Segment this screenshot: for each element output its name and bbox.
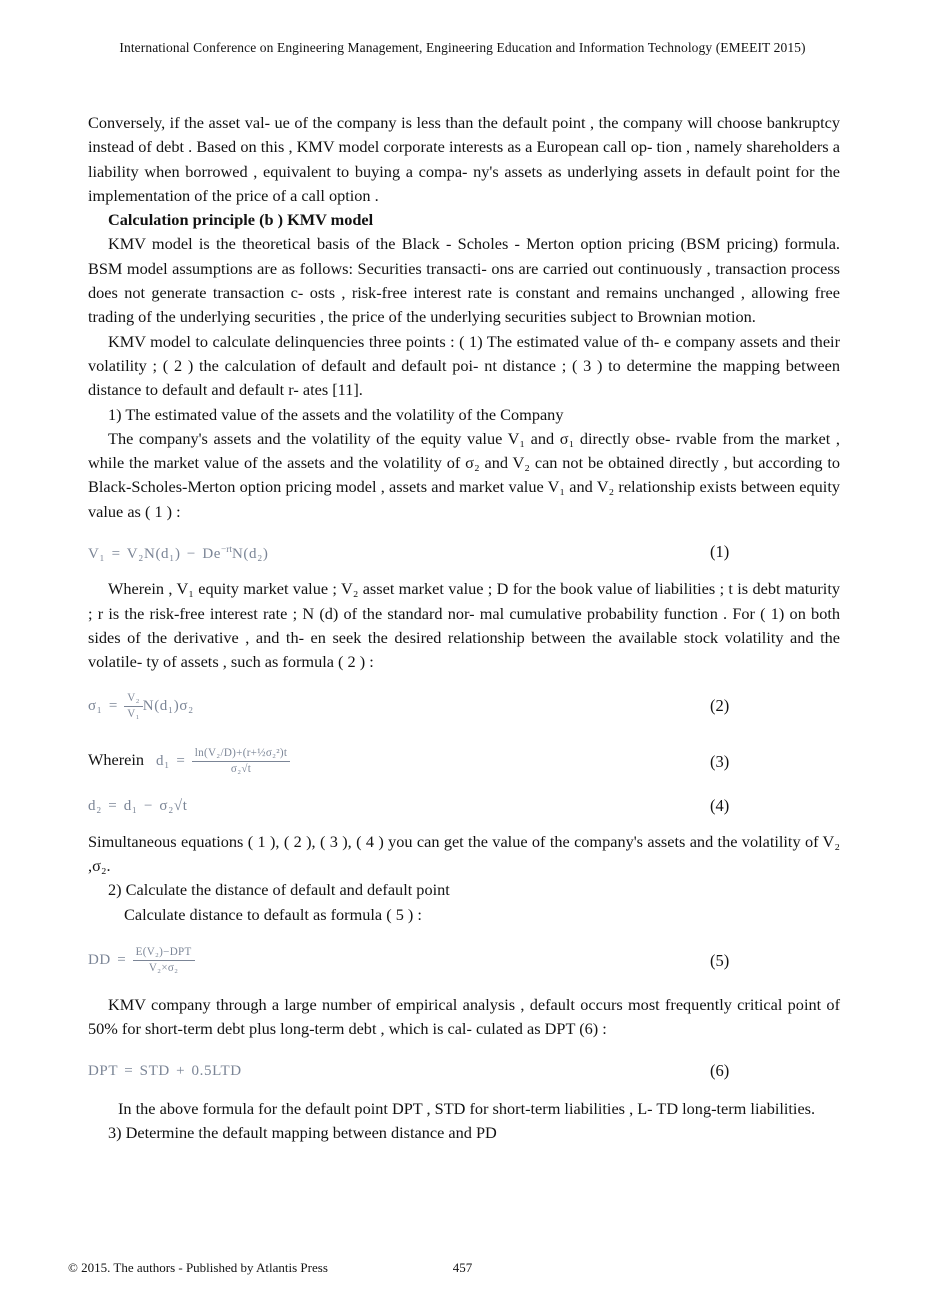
list-item-2-distance-default: 2) Calculate the distance of default and default point (108, 880, 450, 900)
equation-2-formula (88, 691, 194, 720)
equation-2-fraction (124, 692, 142, 722)
equation-2-post: N(d₁)σ₂ (142, 697, 194, 714)
paragraph-kmv-empirical: KMV company through a large number of empirical analysis , default occurs most frequently critical point of 50% for short-term debt plus long-term debt , which is cal- culated as DPT (6) : (88, 994, 840, 1038)
equation-4-number: (4) (710, 795, 730, 815)
equation-5 (88, 946, 840, 976)
equation-3-formula (156, 747, 290, 776)
equation-6 (88, 1058, 840, 1084)
equation-3-label: Wherein (88, 750, 145, 770)
line-calculate-distance: Calculate distance to default as formula ( 5 ) : (124, 904, 422, 924)
equation-5-pre: DD = (88, 952, 133, 969)
equation-5-fraction (133, 946, 195, 976)
equation-3-denominator: σ₂√t (230, 763, 252, 776)
equation-6-number: (6) (710, 1061, 730, 1081)
equation-5-number: (5) (710, 950, 730, 970)
paragraph-simultaneous-equations: Simultaneous equations ( 1 ), ( 2 ), ( 3 ), ( 4 ) you can get the value of the company's assets and the volatility of V₂ ,σ₂. (88, 831, 840, 876)
paragraph-wherein-definitions: Wherein , V₁ equity market value ; V₂ asset market value ; D for the book value of liabilities ; t is debt maturity ; r is the risk-free interest rate ; N (d) of the standard nor- mal cumulative probability function . For ( 1) on both sides of the derivative , and th- en seek the desired relationship between the available stock volatility and the volatile- ty of assets , such as formula ( 2 ) : (88, 579, 840, 672)
paragraph-default-point: Conversely, if the asset val- ue of the company is less than the default point , the company will choose bankruptcy instead of debt . Based on this , KMV model corporate interests as a European call op- tion , namely shareholders a liability when borrowed , equivalent to buying a compa- ny's assets as underlying assets in default point for the implementation of the price of a call option . (88, 113, 840, 205)
page-number: 457 (452, 1260, 473, 1275)
equation-2-number: (2) (710, 696, 730, 716)
equation-3-pre: d₁ = (156, 753, 192, 770)
equation-2-numerator: V₂ (124, 692, 142, 707)
equation-2-denominator: V₁ (127, 707, 140, 720)
equation-5-denominator: V₂×σ₂ (148, 962, 179, 975)
paragraph-bsm-assumptions: KMV model is the theoretical basis of the Black - Scholes - Merton option pricing (BSM pricing) formula. BSM model assumptions are as follows: Securities transacti- ons are carried out continuously , transaction process does not generate transaction c- osts , risk-free interest rate is constant and remains unchanged , allowing free trading of the underlying securities , the price of the underlying securities subject to Brownian motion. (88, 234, 840, 327)
equation-3 (88, 747, 840, 777)
paragraph-three-points: KMV model to calculate delinquencies three points : ( 1) The estimated value of th- e company assets and their volatility ; ( 2 ) the calculation of default and default poi- nt distance ; ( 3 ) to determine the mapping between distance to default and default r- ates [11]. (88, 331, 840, 400)
equation-1-post: N(d₂) (231, 546, 269, 563)
equation-4 (88, 793, 840, 819)
list-item-3-mapping-pd: 3) Determine the default mapping between distance and PD (108, 1123, 497, 1143)
equation-3-number: (3) (710, 751, 730, 771)
equation-1-exponent: −rt (221, 545, 232, 556)
equation-2-pre: σ₁ = (88, 697, 125, 714)
equation-1-number: (1) (710, 542, 730, 562)
paragraph-dpt-definitions: In the above formula for the default point DPT , STD for short-term liabilities , L- TD long-term liabilities. (118, 1099, 816, 1119)
footer-copyright: © 2015. The authors - Published by Atlantis Press (68, 1260, 328, 1275)
equation-3-numerator: ln(V₂/D)+(r+½σ₂²)t (192, 747, 291, 762)
equation-1-formula (88, 546, 269, 562)
paragraph-equity-volatility: The company's assets and the volatility of the equity value V₁ and σ₁ directly obse- rvable from the market , while the market value of the assets and the volatility of σ₂ and V₂ can not be obtained directly , but according to Black-Scholes-Merton option pricing model , assets and market value V₁ and V₂ relationship exists between equity value as ( 1 ) : (88, 428, 840, 521)
section-heading-calculation-principle: Calculation principle (b ) KMV model (108, 210, 374, 230)
equation-5-numerator: E(V₂)−DPT (133, 946, 195, 961)
equation-4-formula: d₂ = d₁ − σ₂√t (88, 797, 188, 814)
running-head: International Conference on Engineering Management, Engineering Education and Information Technology (EMEEIT 2015) (119, 40, 806, 55)
equation-1 (88, 538, 840, 566)
list-item-1-estimated-value: 1) The estimated value of the assets and the volatility of the Company (108, 404, 564, 424)
equation-3-fraction (192, 747, 291, 777)
equation-2 (88, 692, 840, 722)
body-column (88, 111, 840, 1146)
equation-6-formula: DPT = STD + 0.5LTD (88, 1063, 242, 1080)
equation-5-formula (88, 945, 195, 975)
equation-1-pre: V₁ = V₂N(d₁) − De (88, 546, 222, 563)
